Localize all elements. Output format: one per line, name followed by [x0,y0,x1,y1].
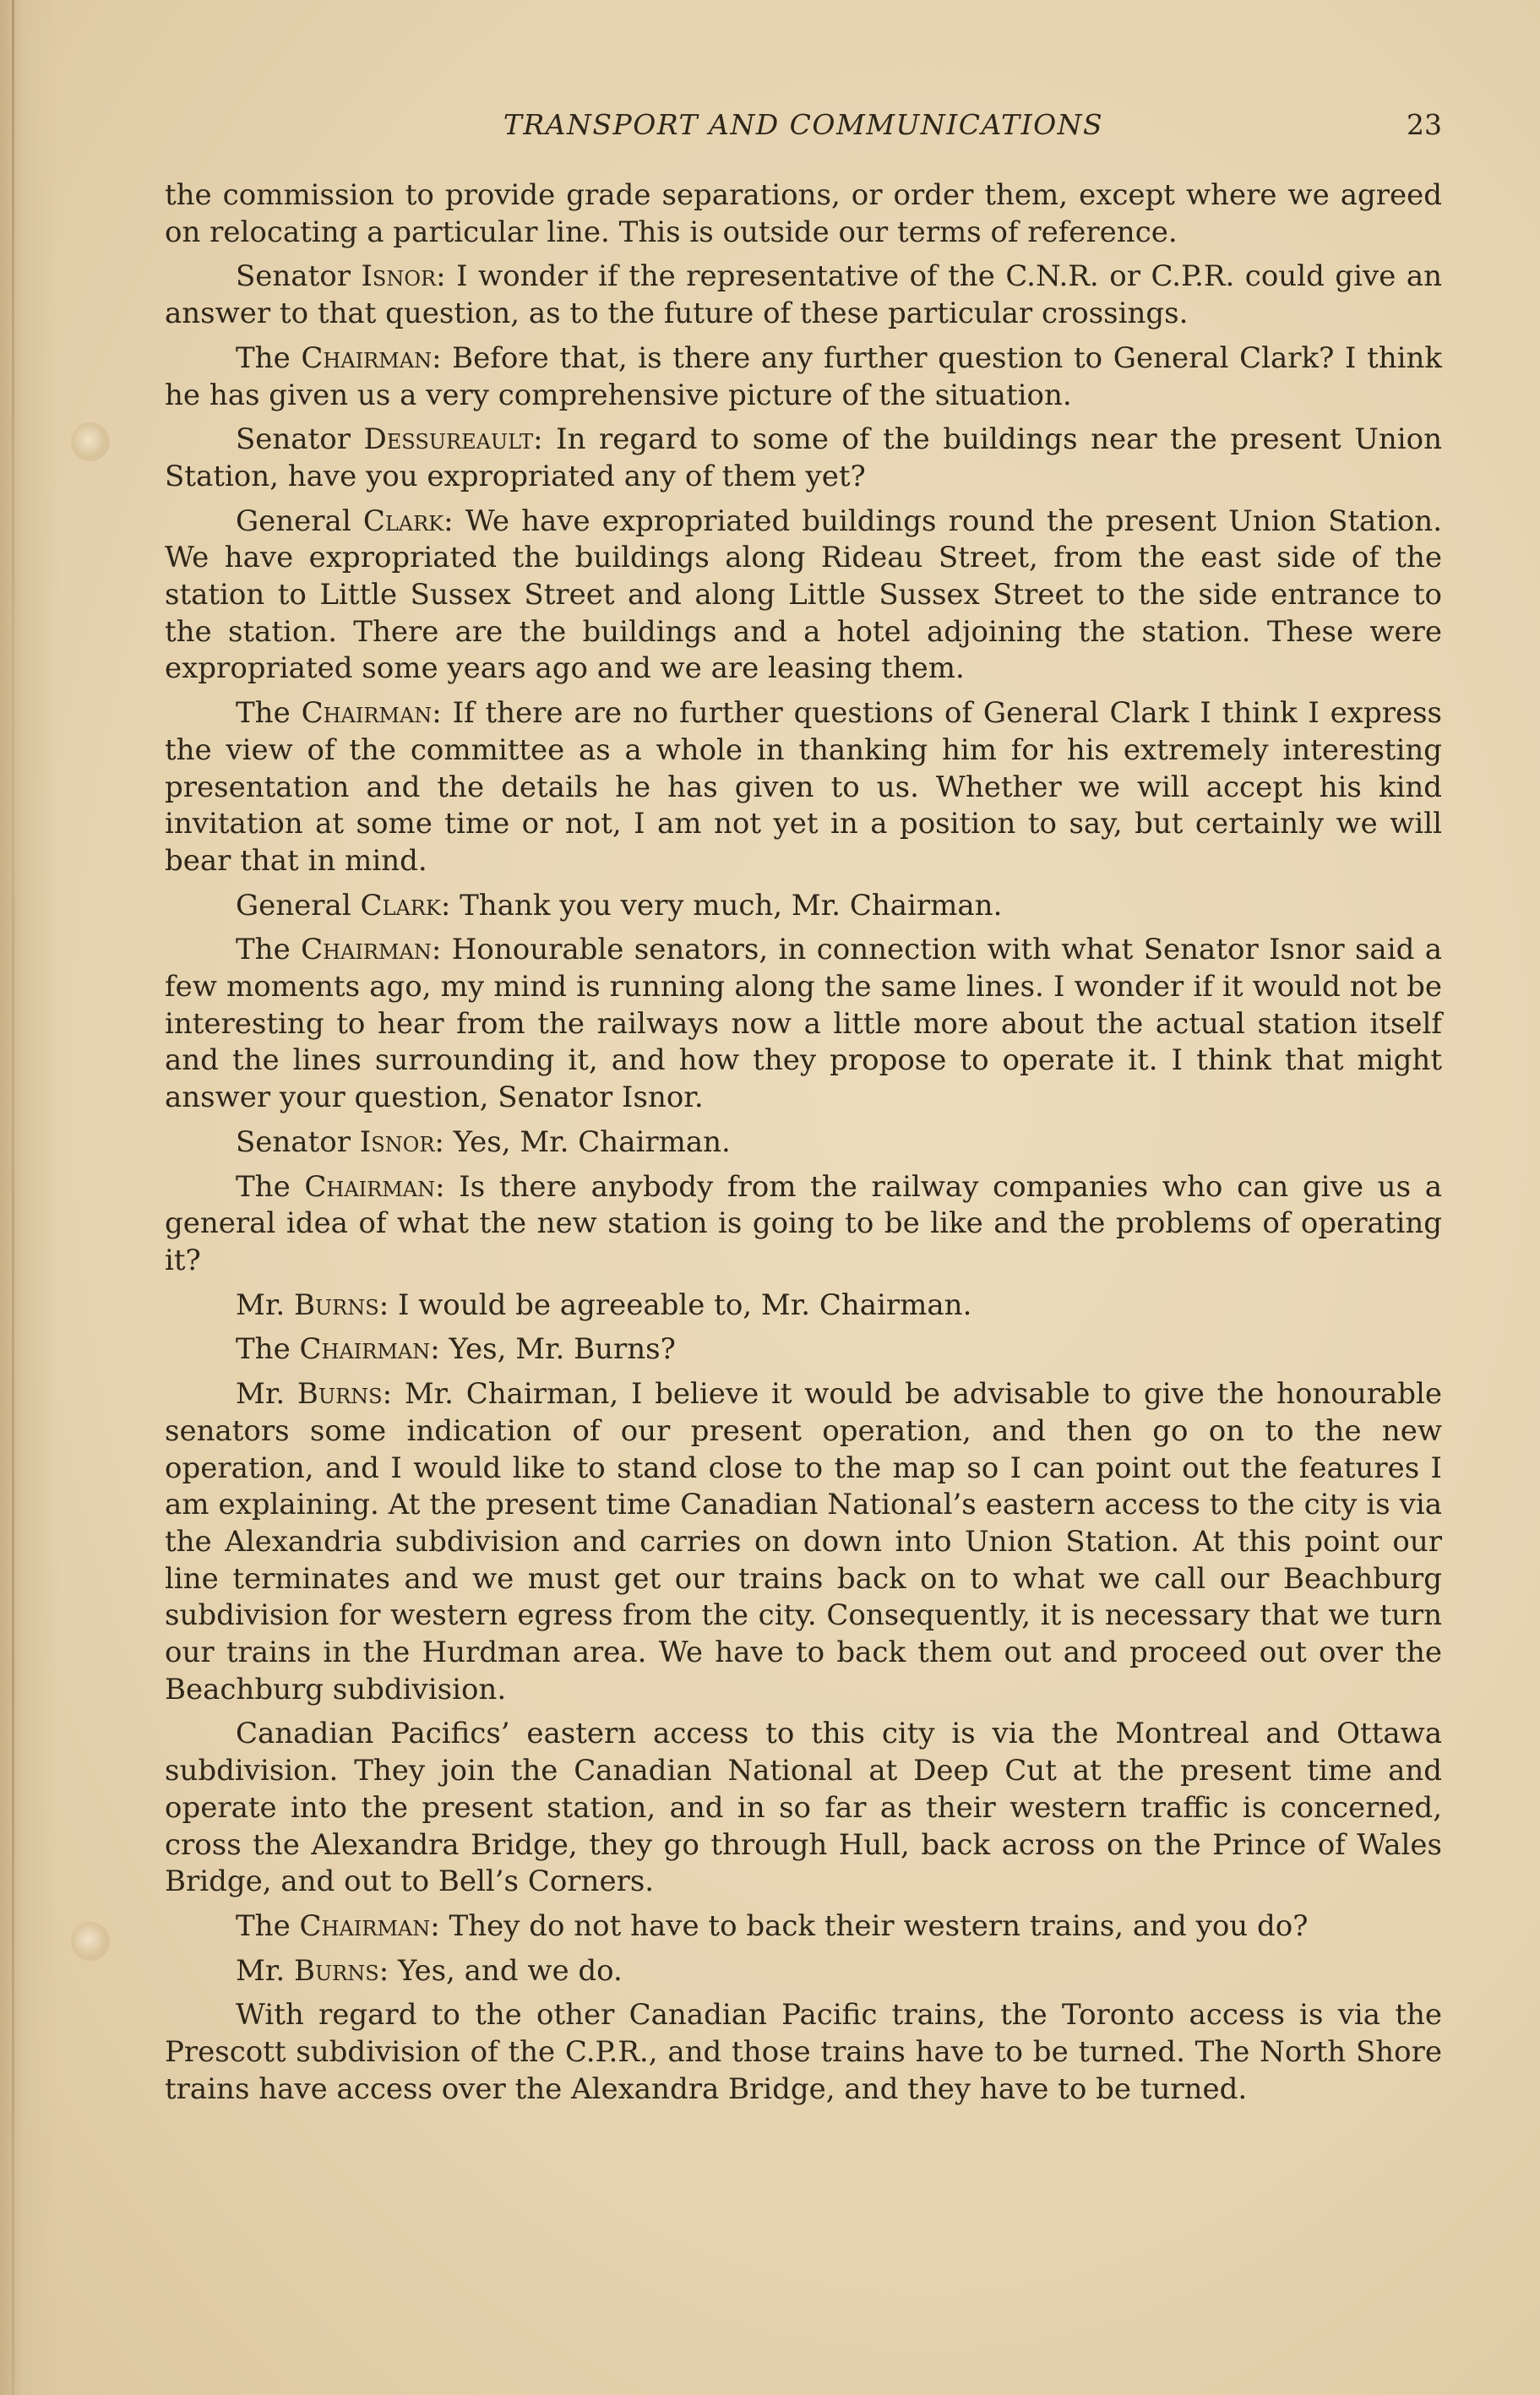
paragraph-text: Mr. Chairman, I believe it would be advisable to give the honourable senators some indication of our present operation, and then go on to the new operation, and I would like to stand close to the map so I can point out the features I am explaining. At the present time Canadian National’s eastern access to the city is via the Alexandria subdivision and carries on down into Union Station. At this point our line terminates and we must get our trains back on to what we call our Beachburg subdivision for western egress from the city. Consequently, it is necessary that we turn our trains in the Hurdman area. We have to back them out and proceed out over the Beachburg subdivision. [165,1377,1443,1706]
paragraph-text: Thank you very much, Mr. Chairman. [460,888,1003,923]
transcript-paragraph: The Chairman: Before that, is there any further question to General Clark? I think he has given us a very comprehensive picture of the situation. [165,340,1442,412]
paragraph-text: Honourable senators, in connection with what Senator Isnor said a few moments ago, my mind is running along the same lines. I wonder if it would not be interesting to hear from the railways now a little more about the actual station itself and the lines surrounding it, and how they propose to operate it. I think that might answer your question, Senator Isnor. [165,933,1443,1115]
transcript-body [165,177,1442,2115]
page-binding-crease [12,0,14,2395]
speaker-name: Isnor [361,259,437,294]
paragraph-text: In regard to some of the buildings near the present Union Station, have you expropriated any of them yet? [165,422,1443,493]
transcript-paragraph: The Chairman: If there are no further questions of General Clark I think I express the view of the committee as a whole in thanking him for his extremely interesting presentation and the details he has given to us. Whether we will accept his kind invitation at some time or not, I am not yet in a position to say, but certainly we will bear that in mind. [165,696,1443,878]
transcript-paragraph [165,1997,1442,2108]
paragraph-text: the commission to provide grade separations, or order them, except where we agreed on relocating a particular line. This is outside our terms of reference. [165,178,1442,249]
speaker-title: Senator [236,1124,351,1159]
page-number: 23 [1407,108,1442,141]
transcript-paragraph: Senator Isnor: Yes, Mr. Chairman. [236,1124,731,1159]
punch-hole-mark [71,1922,110,1961]
speaker-name: Chairman [301,933,432,967]
speaker-title: General [236,503,351,538]
paragraph-text: Canadian Pacifics’ eastern access to this city is via the Montreal and Ottawa subdivision. They join the Canadian National at Deep Cut at the present time and operate into the present station, and in so far as their western traffic is concerned, cross the Alexandra Bridge, they go through Hull, back across on the Prince of Wales Bridge, and out to Bell’s Corners. [165,1717,1442,1899]
paragraph-text: I wonder if the representative of the C.N.R. or C.P.R. could give an answer to that question, as to the future of these particular crossings. [165,259,1442,331]
speaker-name: Clark [362,503,444,538]
speaker-title: Senator [236,422,351,457]
speaker-name: Clark [360,888,441,923]
speaker-name: Burns [297,1377,383,1412]
transcript-paragraph: Mr. Burns: Yes, and we do. [236,1953,623,1988]
speaker-title: Mr. [236,1377,286,1412]
transcript-paragraph: The Chairman: Is there anybody from the railway companies who can give us a general idea of what the new station is going to be like and the problems of operating it? [165,1169,1442,1277]
paragraph-text: Yes, Mr. Burns? [449,1332,676,1367]
speaker-title: The [236,933,291,967]
speaker-title: Mr. [236,1953,286,1988]
speaker-title: Mr. [236,1287,286,1322]
paragraph-text: Is there anybody from the railway companies who can give us a general idea of what the new station is going to be like and the problems of operating it? [165,1169,1442,1277]
transcript-paragraph: General Clark: Thank you very much, Mr. Chairman. [236,888,1003,923]
speaker-title: Senator [236,259,351,294]
transcript-paragraph [165,1716,1442,1901]
transcript-paragraph: The Chairman: Yes, Mr. Burns? [236,1332,676,1367]
transcript-paragraph: General Clark: We have expropriated buildings round the present Union Station. We have expropriated the buildings along Rideau Street, from the east side of the station to Little Sussex Street and along Little Sussex Street to the side entrance to the station. There are the buildings and a hotel adjoining the station. These were expropriated some years ago and we are leasing them. [165,503,1443,686]
paragraph-text: We have expropriated buildings round the present Union Station. We have expropriated the buildings along Rideau Street, from the east side of the station to Little Sussex Street and along Little Sussex Street to the side entrance to the station. There are the buildings and a hotel adjoining the station. These were expropriated some years ago and we are leasing them. [165,503,1443,686]
paragraph-text: I would be agreeable to, Mr. Chairman. [397,1287,972,1322]
speaker-title: The [236,1332,291,1367]
speaker-title: General [236,888,351,923]
punch-hole-mark [71,422,110,461]
transcript-paragraph: Mr. Burns: Mr. Chairman, I believe it would be advisable to give the honourable senators some indication of our present operation, and then go on to the new operation, and I would like to stand close to the map so I can point out the features I am explaining. At the present time Canadian National’s eastern access to the city is via the Alexandria subdivision and carries on down into Union Station. At this point our line terminates and we must get our trains back on to what we call our Beachburg subdivision for western egress from the city. Consequently, it is necessary that we turn our trains in the Hurdman area. We have to back them out and proceed out over the Beachburg subdivision. [165,1377,1443,1706]
speaker-name: Chairman [301,340,433,375]
speaker-title: The [236,1908,291,1943]
transcript-paragraph: The Chairman: Honourable senators, in connection with what Senator Isnor said a few moments ago, my mind is running along the same lines. I wonder if it would not be interesting to hear from the railways now a little more about the actual station itself and the lines surrounding it, and how they propose to operate it. I think that might answer your question, Senator Isnor. [165,933,1443,1115]
paragraph-text: They do not have to back their western trains, and you do? [449,1908,1309,1943]
transcript-paragraph: The Chairman: They do not have to back their western trains, and you do? [236,1908,1309,1943]
page-binding-edge [0,0,59,2395]
transcript-paragraph: Senator Dessureault: In regard to some of the buildings near the present Union Station, have you expropriated any of them yet? [165,422,1443,493]
speaker-name: Dessureault [363,422,534,457]
speaker-name: Burns [293,1287,379,1322]
speaker-name: Chairman [299,1332,431,1367]
paragraph-text: Before that, is there any further question to General Clark? I think he has given us a very comprehensive picture of the situation. [165,340,1442,412]
paragraph-text: Yes, and we do. [397,1953,623,1988]
speaker-name: Burns [293,1953,379,1988]
speaker-title: The [236,1169,291,1204]
speaker-name: Chairman [301,696,433,731]
speaker-name: Isnor [359,1124,435,1159]
paragraph-text: Yes, Mr. Chairman. [453,1124,731,1159]
transcript-paragraph: Senator Isnor: I wonder if the representative of the C.N.R. or C.P.R. could give an answer to that question, as to the future of these particular crossings. [165,259,1442,331]
paragraph-text: If there are no further questions of General Clark I think I express the view of the committee as a whole in thanking him for his extremely interesting presentation and the details he has given to us. Whether we will accept his kind invitation at some time or not, I am not yet in a position to say, but certainly we will bear that in mind. [165,696,1443,878]
speaker-name: Chairman [304,1169,436,1204]
speaker-title: The [236,340,291,375]
transcript-paragraph [165,177,1442,251]
running-header [165,108,1442,150]
speaker-name: Chairman [299,1908,431,1943]
transcript-paragraph: Mr. Burns: I would be agreeable to, Mr. Chairman. [236,1287,972,1322]
paragraph-text: With regard to the other Canadian Pacific trains, the Toronto access is via the Prescott subdivision of the C.P.R., and those trains have to be turned. The North Shore trains have access over the Alexandra Bridge, and they have to be turned. [165,1998,1442,2106]
speaker-title: The [236,696,291,731]
running-title: TRANSPORT AND COMMUNICATIONS [503,108,1104,141]
